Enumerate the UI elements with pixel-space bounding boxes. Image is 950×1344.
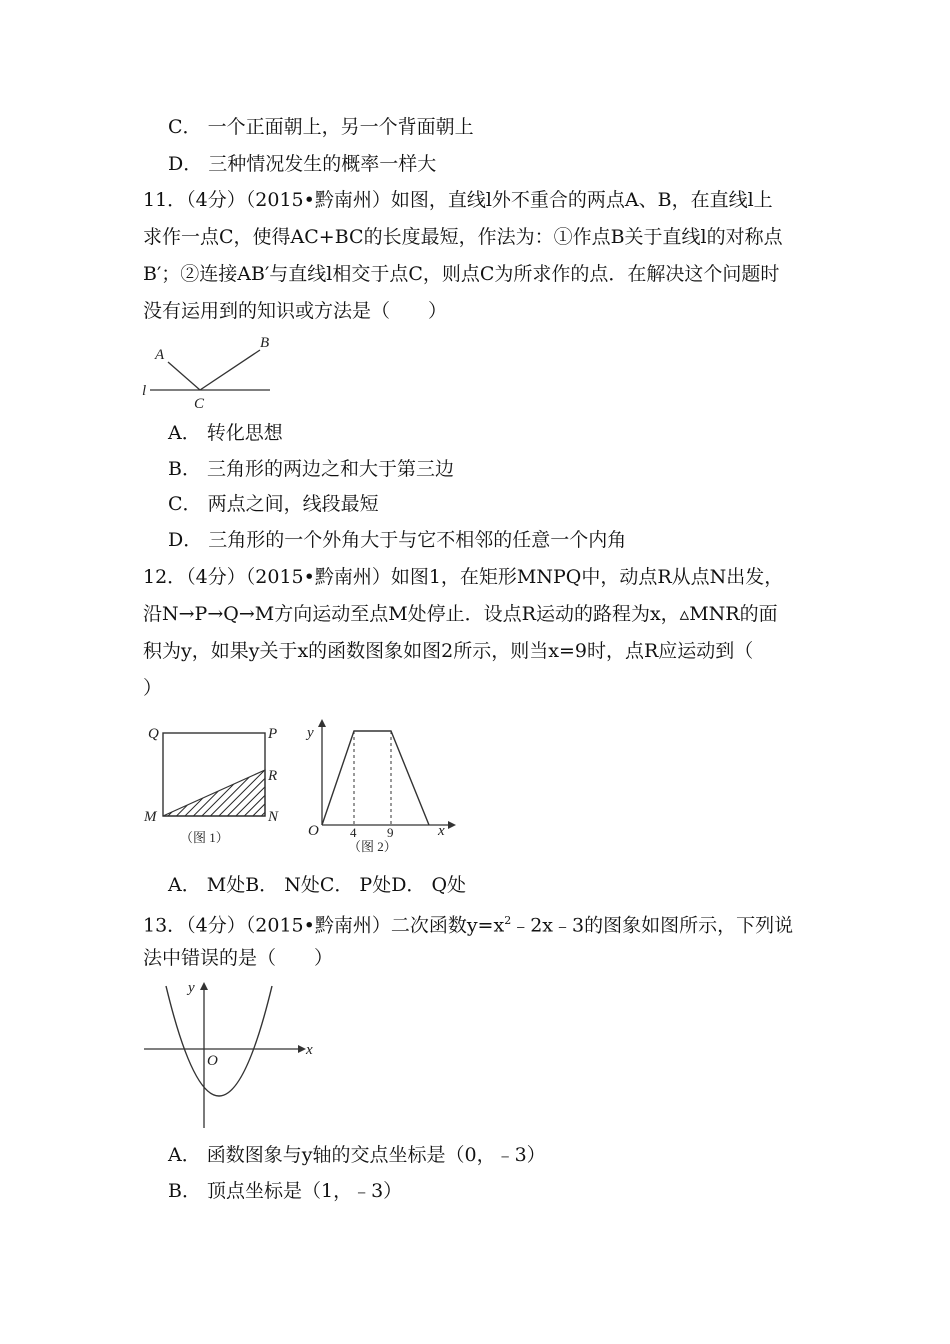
q13-stem-line-1: 13．（4分）（2015•黔南州）二次函数$y=x^2﹣2x﹣3$的图象如图所示，下列说 xyxy=(143,914,794,937)
q13-label-y: y xyxy=(188,980,195,996)
fig1-label-r: R xyxy=(268,768,278,784)
q12-stem-line-4: ） xyxy=(143,677,163,699)
q11-stem-line-1: 11．（4分）（2015•黔南州）如图，直线l外不重合的两点A、B，在直线l上 xyxy=(143,189,773,211)
fig2-tick-9: 9 xyxy=(387,825,394,840)
q13-figure xyxy=(138,978,328,1133)
fig2-tick-4: 4 xyxy=(350,825,357,840)
q11-figure xyxy=(138,332,278,412)
q11-stem-line-2: 求作一点C，使得AC+BC的长度最短，作法为：①作点B关于直线l的对称点 xyxy=(143,226,783,248)
q13-stem-line-2: 法中错误的是（ ） xyxy=(143,947,334,969)
fig2-label-y: y xyxy=(307,725,314,741)
q11-stem-line-4: 没有运用到的知识或方法是（ ） xyxy=(143,300,448,322)
q12-options: A． M处B． N处C． P处D． Q处 xyxy=(168,874,467,896)
q11-label-b: B xyxy=(260,335,270,351)
fig2-label-o: O xyxy=(308,823,319,839)
q12-figure-1 xyxy=(138,718,288,853)
q11-option-d: D． 三角形的一个外角大于与它不相邻的任意一个内角 xyxy=(168,529,627,551)
q13-label-o: O xyxy=(207,1053,218,1069)
q11-option-c: C． 两点之间，线段最短 xyxy=(168,493,379,515)
fig2-label-x: x xyxy=(438,823,445,839)
q12-stem-line-3: 积为y，如果y关于x的函数图象如图2所示，则当x=9时，点R应运动到（ xyxy=(143,640,754,662)
fig1-label-m: M xyxy=(144,809,157,825)
q13-label-x: x xyxy=(306,1042,313,1058)
q12-stem-line-2: 沿N→P→Q→M方向运动至点M处停止．设点R运动的路程为x，▵MNR的面 xyxy=(143,603,778,625)
fig1-label-n: N xyxy=(268,809,279,825)
fig2-caption: （图 2） xyxy=(348,839,397,854)
fig1-caption: （图 1） xyxy=(180,830,229,845)
q13-option-a: A． 函数图象与y轴的交点坐标是（0，﹣3） xyxy=(168,1144,546,1166)
q11-label-l: l xyxy=(142,383,147,399)
fig1-label-q: Q xyxy=(148,726,159,742)
q12-figure-2 xyxy=(298,715,458,855)
fig1-label-p: P xyxy=(268,726,278,742)
q11-label-c: C xyxy=(194,396,205,412)
q10-option-c: C． 一个正面朝上，另一个背面朝上 xyxy=(168,116,474,138)
q11-stem-line-3: B′；②连接AB′与直线l相交于点C，则点C为所求作的点．在解决这个问题时 xyxy=(143,263,780,285)
q12-stem-line-1: 12．（4分）（2015•黔南州）如图1，在矩形MNPQ中，动点R从点N出发， xyxy=(143,566,784,588)
q11-option-a: A． 转化思想 xyxy=(168,422,283,444)
q11-label-a: A xyxy=(155,347,165,363)
q11-option-b: B． 三角形的两边之和大于第三边 xyxy=(168,458,455,480)
q13-option-b: B． 顶点坐标是（1，﹣3） xyxy=(168,1180,403,1202)
q10-option-d: D． 三种情况发生的概率一样大 xyxy=(168,153,437,175)
